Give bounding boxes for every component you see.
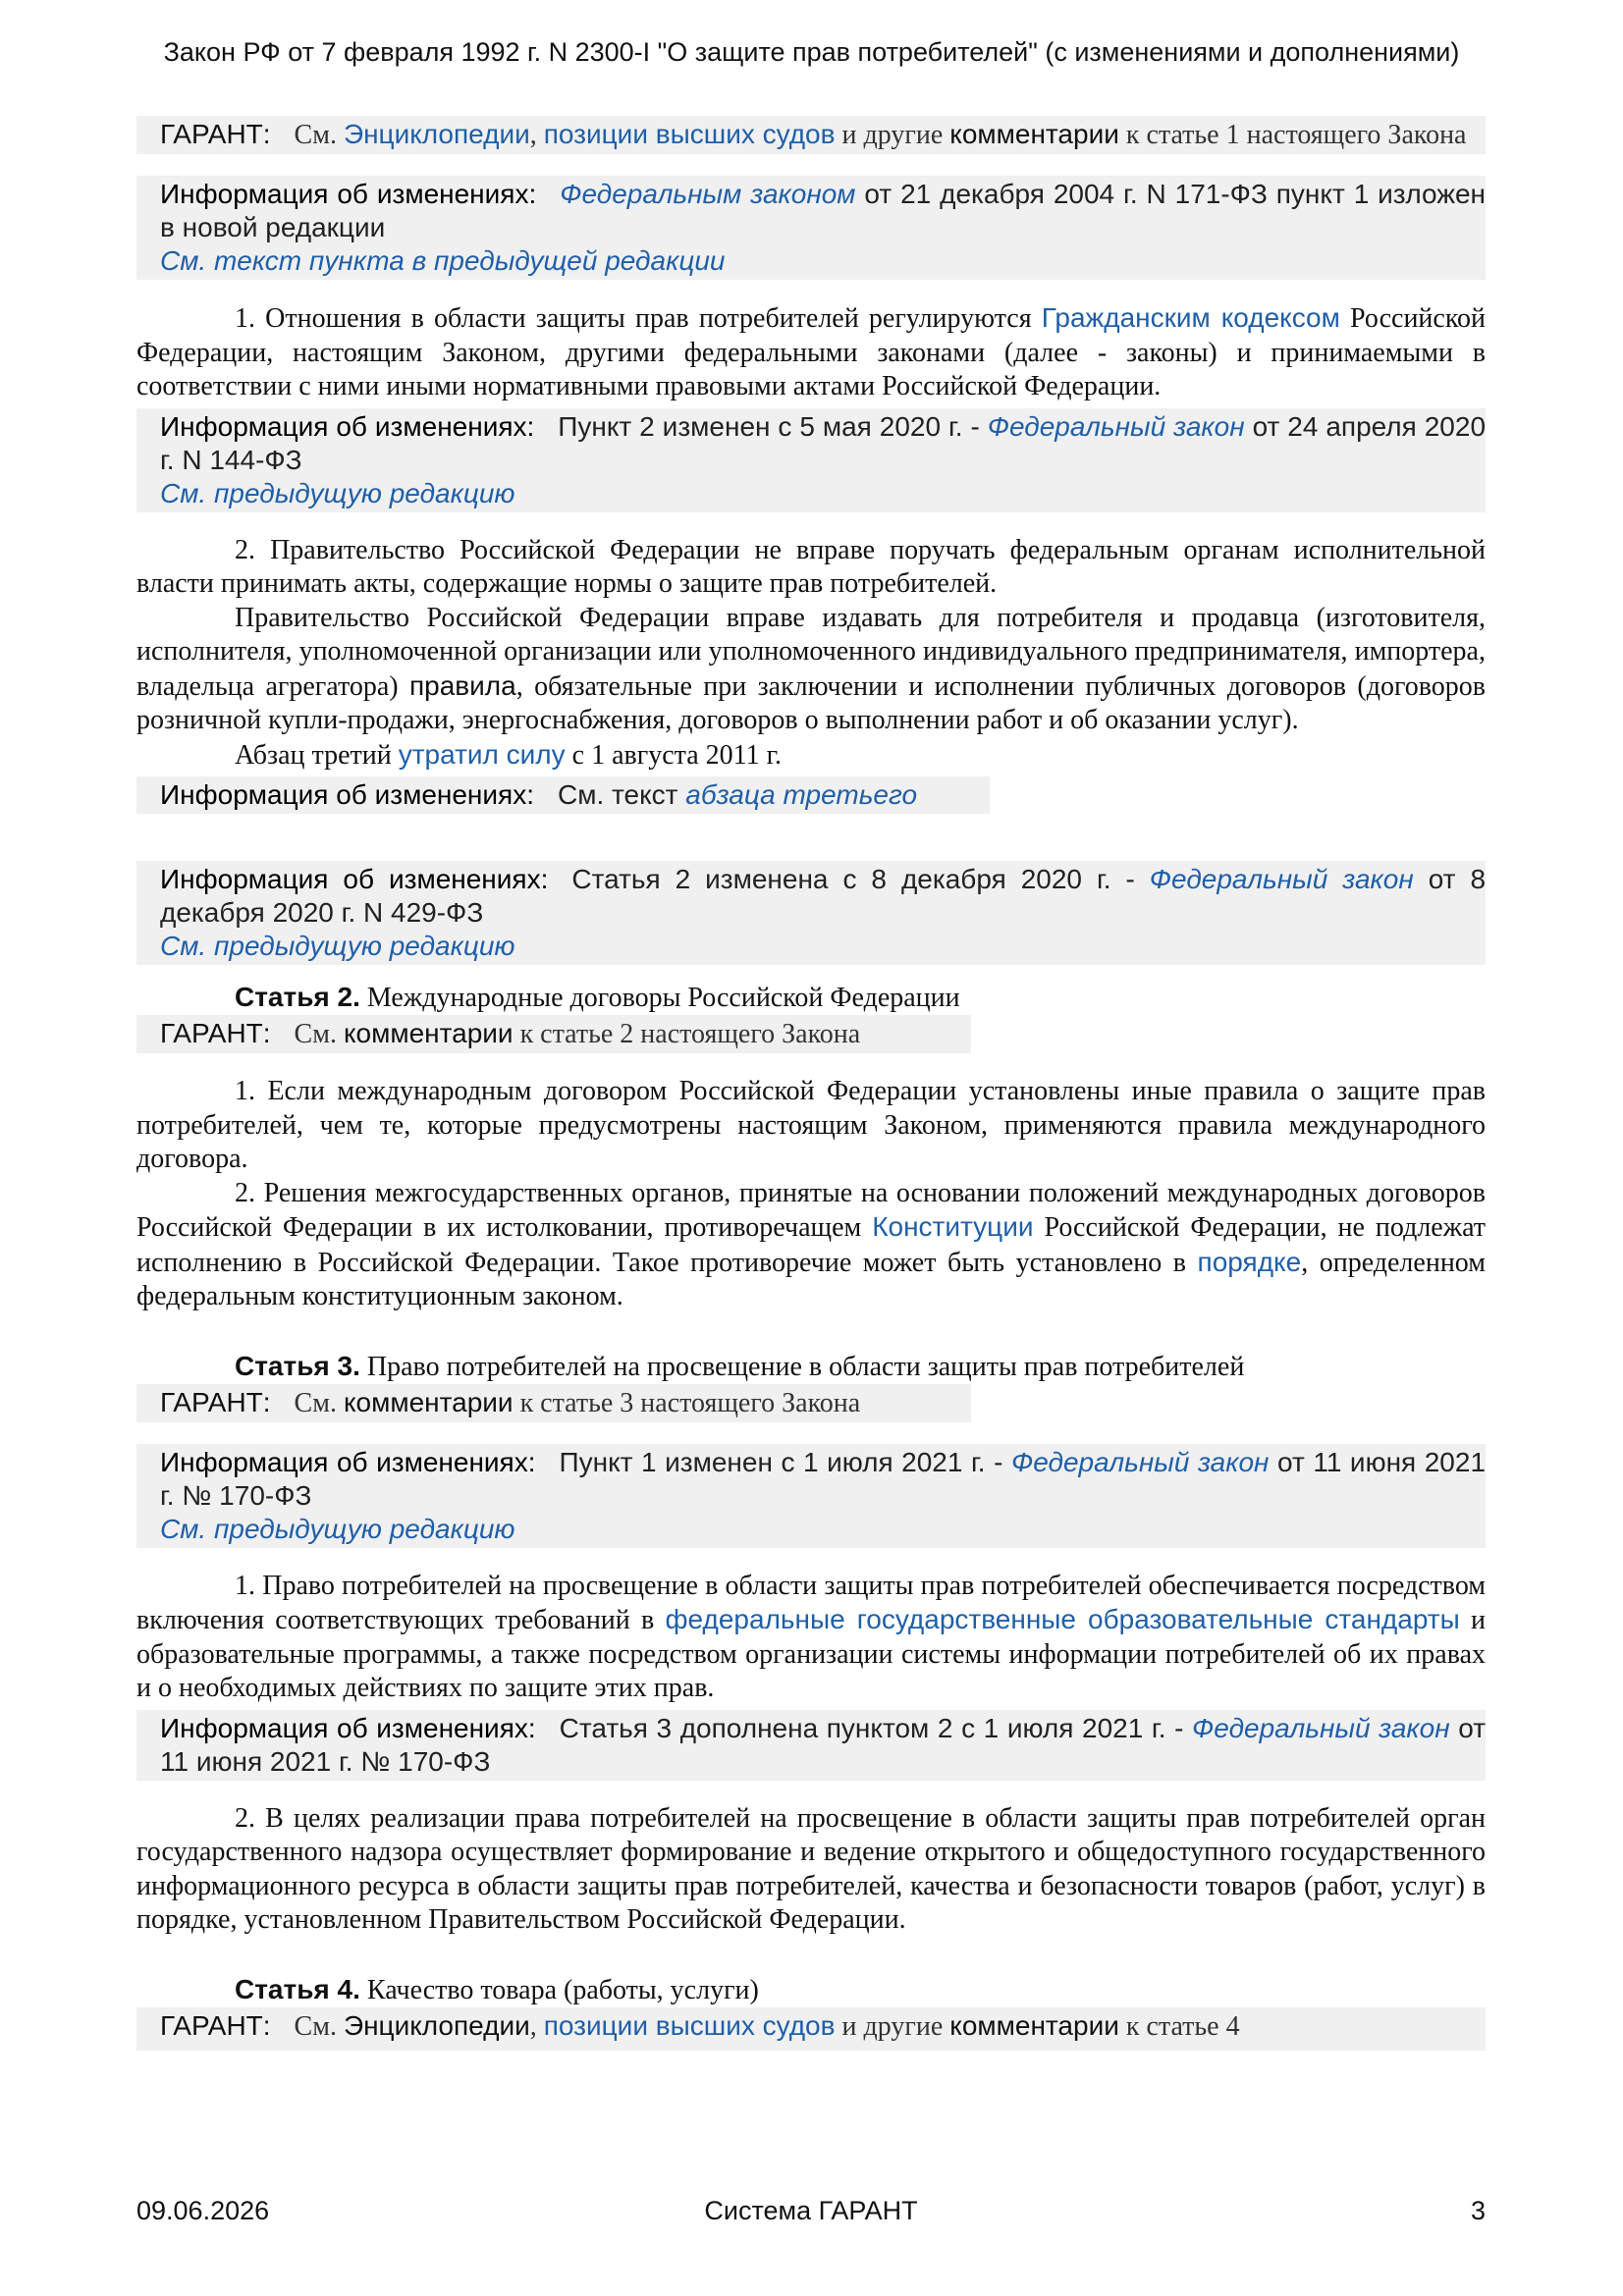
federal-law-link[interactable]: Федеральный закон [1010,1446,1270,1477]
civil-code-link[interactable]: Гражданским кодексом [1041,302,1340,333]
procedure-link[interactable]: порядке [1197,1246,1302,1277]
article-title: Качество товара (работы, услуги) [366,1974,759,2005]
previous-edition-link[interactable]: См. предыдущую редакцию [160,1513,515,1544]
encyclopedia-link[interactable]: Энциклопедии [343,119,530,149]
previous-edition-link[interactable]: См. предыдущую редакцию [160,931,515,961]
change-info-label: Информация об изменениях: [160,1712,536,1743]
garant-note: ГАРАНТ: См. комментарии к статье 3 настоящего Закона [136,1384,971,1422]
document-body [136,116,1486,2051]
paragraph: 2. Решения межгосударственных органов, принятые на основании положений международных договоров Российской Федерации в их истолковании, противоречащем Конституции Российской Федерации, не подлежат исполнению в Российской Федерации. Такое противоречие может быть установлено в порядке, определенном федеральным конституционным законом. [136,1177,1487,1311]
article-number: Статья 2. [235,982,360,1012]
paragraph: 2. В целях реализации права потребителей на просвещение в области защиты прав потребителей орган государственного надзора осуществляет формирование и ведение открытого и общедоступного государственного информационного ресурса в области защиты прав потребителей, качества и безопасности товаров (работ, услуг) в порядке, установленном Правительством Российской Федерации. [136,1802,1486,1935]
federal-law-link[interactable]: Федеральный закон [987,410,1245,442]
change-info-label: Информация об изменениях: [160,179,537,209]
change-info: Информация об изменениях: Федеральным законом от 21 декабря 2004 г. N 171-ФЗ пункт 1 изложен в новой редакции См. текст пункта в предыдущей редакции [136,176,1486,280]
constitution-link[interactable]: Конституции [872,1211,1034,1242]
comments-link[interactable]: комментарии [343,1386,514,1417]
repealed-link[interactable]: утратил силу [398,738,566,770]
court-positions-link[interactable]: позиции высших судов [543,2009,836,2041]
document-header: Закон РФ от 7 февраля 1992 г. N 2300-I "О защите прав потребителей" (с изменениями и дополнениями) [163,37,1460,67]
garant-label: ГАРАНТ: [160,119,271,149]
garant-note: ГАРАНТ: См. комментарии к статье 2 настоящего Закона [136,1015,971,1053]
paragraph: 1. Если международным договором Российской Федерации установлены иные правила о защите прав потребителей, чем те, которые предусмотрены настоящим Законом, применяются правила международного договора. [136,1076,1486,1174]
federal-law-link[interactable]: Федеральный закон [1192,1712,1450,1743]
paragraph: Абзац третий утратил силу с 1 августа 2011 г. [235,738,782,771]
paragraph: 1. Отношения в области защиты прав потребителей регулируются Гражданским кодексом Российской Федерации, настоящим Законом, другими федеральными законами (далее - законы) и принимаемыми в соответствии с ними иными нормативными правовыми актами Российской Федерации. [136,302,1487,401]
encyclopedia-link[interactable]: Энциклопедии [343,2009,530,2041]
federal-law-link[interactable]: Федеральным законом [560,179,856,209]
page-number: 3 [1470,2196,1486,2225]
garant-note: ГАРАНТ: См. Энциклопедии, позиции высших судов и другие комментарии к статье 1 настоящего Закона [136,116,1486,154]
change-info-label: Информация об изменениях: [160,779,534,810]
change-info: Информация об изменениях: Статья 3 дополнена пунктом 2 с 1 июля 2021 г. - Федеральный закон от 11 июня 2021 г. № 170-ФЗ [136,1710,1486,1781]
garant-label: ГАРАНТ: [160,1018,271,1048]
court-positions-link[interactable]: позиции высших судов [543,119,836,149]
change-info: Информация об изменениях: См. текст абзаца третьего [136,776,990,814]
footer-date: 09.06.2026 [136,2196,270,2225]
footer-system: Система ГАРАНТ [704,2196,918,2225]
article-heading [136,1350,1486,1384]
article-title: Право потребителей на просвещение в области защиты прав потребителей [366,1351,1245,1382]
federal-law-link[interactable]: Федеральный закон [1149,864,1414,894]
article-number: Статья 4. [235,1973,360,2004]
garant-label: ГАРАНТ: [160,2009,271,2041]
paragraph: Правительство Российской Федерации вправе издавать для потребителя и продавца (изготовителя, исполнителя, уполномоченной организации или уполномоченного индивидуального предпринимателя, импортера, владельца агрегатора) правила, обязательные при заключении и исполнении публичных договоров (договоров розничной купли-продажи, энергоснабжения, договоров о выполнении работ и об оказании услуг). [136,602,1487,735]
garant-label: ГАРАНТ: [160,1386,271,1417]
paragraph: 2. Правительство Российской Федерации не вправе поручать федеральным органам исполнительной власти принимать акты, содержащие нормы о защите прав потребителей. [136,534,1486,599]
paragraph: 1. Право потребителей на просвещение в области защиты прав потребителей обеспечивается посредством включения соответствующих требований в федеральные государственные образовательные стандарты и образовательные программы, а также посредством организации системы информации потребителей об их правах и о необходимых действиях по защите этих прав. [136,1570,1486,1703]
change-info-label: Информация об изменениях: [160,410,535,442]
previous-edition-link[interactable]: См. предыдущую редакцию [160,477,515,508]
third-paragraph-link[interactable]: абзаца третьего [685,779,918,810]
change-info: Информация об изменениях: Пункт 1 изменен с 1 июля 2021 г. - Федеральный закон от 11 июня 2021 г. № 170-ФЗ См. предыдущую редакцию [136,1444,1486,1548]
article-heading [136,1973,1486,2007]
change-info-label: Информация об изменениях: [160,864,549,894]
change-info-label: Информация об изменениях: [160,1446,536,1477]
previous-edition-link[interactable]: См. текст пункта в предыдущей редакции [160,245,726,276]
article-heading [136,981,1486,1015]
article-title: Международные договоры Российской Федерации [366,983,960,1013]
comments-link[interactable]: комментарии [949,2009,1119,2041]
education-standards-link[interactable]: федеральные государственные образовательные стандарты [665,1604,1460,1634]
rules-link[interactable]: правила [408,669,516,701]
garant-note: ГАРАНТ: См. Энциклопедии, позиции высших судов и другие комментарии к статье 4 [136,2007,1486,2051]
comments-link[interactable]: комментарии [949,119,1119,149]
change-info: Информация об изменениях: Пункт 2 изменен с 5 мая 2020 г. - Федеральный закон от 24 апреля 2020 г. N 144-ФЗ См. предыдущую редакцию [136,408,1486,512]
article-number: Статья 3. [235,1350,360,1381]
comments-link[interactable]: комментарии [343,1018,514,1048]
change-info: Информация об изменениях: Статья 2 изменена с 8 декабря 2020 г. - Федеральный закон от 8 декабря 2020 г. N 429-ФЗ См. предыдущую редакцию [136,861,1486,965]
